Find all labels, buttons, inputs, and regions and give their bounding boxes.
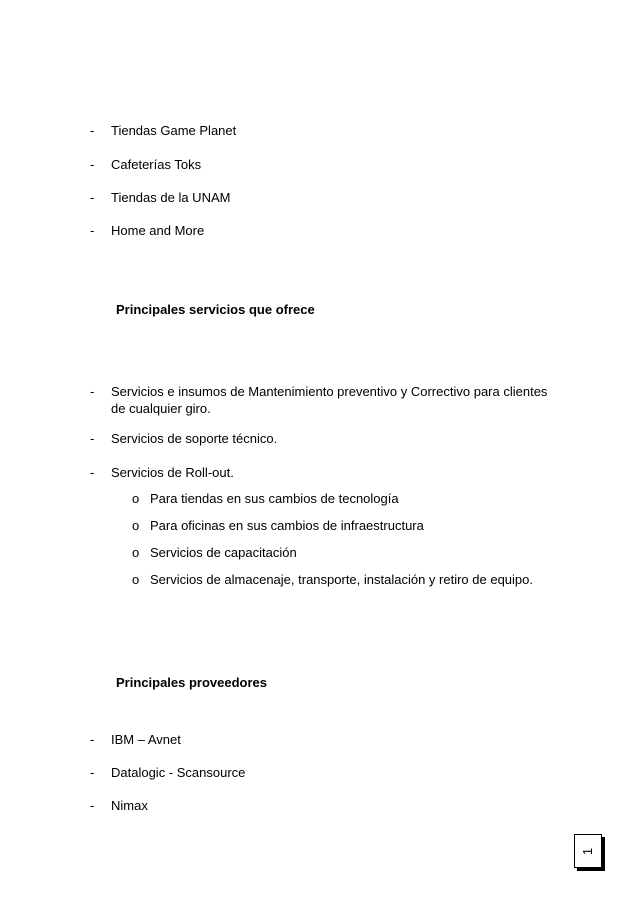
list-item-provider: Nimax [111, 798, 148, 813]
sub-list-bullet: o [132, 572, 140, 587]
list-dash: - [90, 465, 95, 480]
list-dash: - [90, 157, 95, 172]
list-item-provider: Datalogic - Scansource [111, 765, 246, 780]
list-item-client: Tiendas Game Planet [111, 123, 237, 138]
list-item-service-continuation: de cualquier giro. [111, 401, 211, 416]
list-dash: - [90, 123, 95, 138]
list-dash: - [90, 798, 95, 813]
page-number-box [574, 834, 602, 868]
sub-list-item: Servicios de capacitación [150, 545, 297, 560]
list-item-client: Home and More [111, 223, 205, 238]
section-heading-servicios: Principales servicios que ofrece [116, 302, 315, 317]
list-item-provider: IBM – Avnet [111, 732, 181, 747]
list-dash: - [90, 732, 95, 747]
list-item-service: Servicios de Roll-out. [111, 465, 234, 480]
sub-list-item: Para tiendas en sus cambios de tecnología [150, 491, 399, 506]
sub-list-bullet: o [132, 491, 140, 506]
list-dash: - [90, 190, 95, 205]
section-heading-proveedores: Principales proveedores [116, 675, 268, 690]
list-dash: - [90, 431, 95, 446]
sub-list-item: Para oficinas en sus cambios de infraestructura [150, 518, 424, 533]
list-dash: - [90, 384, 95, 399]
list-item-service: Servicios de soporte técnico. [111, 431, 278, 446]
list-item-client: Cafeterías Toks [111, 157, 202, 172]
sub-list-item: Servicios de almacenaje, transporte, instalación y retiro de equipo. [150, 572, 533, 587]
list-item-service: Servicios e insumos de Mantenimiento preventivo y Correctivo para clientes [111, 384, 548, 399]
sub-list-bullet: o [132, 518, 140, 533]
page-number: 1 [580, 847, 596, 855]
list-dash: - [90, 223, 95, 238]
list-dash: - [90, 765, 95, 780]
sub-list-bullet: o [132, 545, 140, 560]
list-item-client: Tiendas de la UNAM [111, 190, 231, 205]
